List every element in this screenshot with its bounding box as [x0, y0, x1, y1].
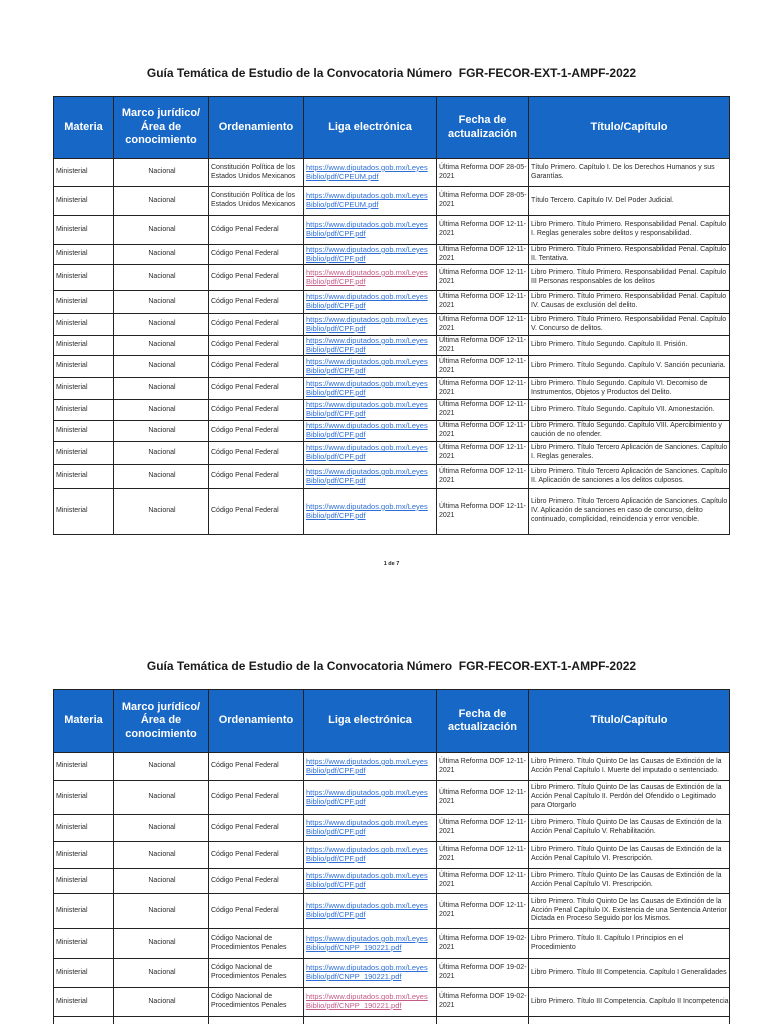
cell-liga-electronica — [304, 159, 437, 187]
cell-ordenamiento: Código Nacional de Procedimientos Penales — [209, 959, 304, 988]
cell-liga-electronica — [304, 291, 437, 314]
header-marco-juridico: Marco jurídico/Área de conocimiento — [114, 97, 209, 159]
table-row — [54, 314, 730, 336]
cell-fecha-actualizacion: Última Reforma DOF 12-11-2021 — [437, 753, 529, 781]
table-row — [54, 356, 730, 378]
cell-titulo-capitulo: Libro Primero. Título Quinto De las Causas de Extinción de la Acción Penal Capítulo II. Perdón del Ofendido o Legitimado para Otorgarlo — [529, 781, 730, 815]
law-pdf-link[interactable]: https://www.diputados.gob.mx/LeyesBiblio/pdf/CPF.pdf — [306, 378, 428, 397]
cell-liga-electronica — [304, 442, 437, 465]
cell-ordenamiento: Código Penal Federal — [209, 781, 304, 815]
cell-titulo-capitulo: Libro Primero. Título Segundo. Capítulo VIII. Apercibimiento y caución de no ofender. — [529, 421, 730, 442]
cell-titulo-capitulo: Libro Primero. Título Segundo. Capítulo VI. Decomiso de Instrumentos, Objetos y Productos del Delito. — [529, 378, 730, 400]
cell-marco-juridico: Nacional — [114, 378, 209, 400]
cell-materia: Ministerial — [54, 421, 114, 442]
law-pdf-link[interactable]: https://www.diputados.gob.mx/LeyesBiblio/pdf/CPF.pdf — [306, 901, 428, 919]
table-header-row — [54, 97, 730, 159]
cell-titulo-capitulo: Libro Primero. Título Quinto De las Causas de Extinción de la Acción Penal Capítulo I. Muerte del imputado o sentenciado. — [529, 753, 730, 781]
cell-empty — [529, 1017, 730, 1024]
cell-titulo-capitulo: Libro Primero. Título III Competencia. Capítulo I Generalidades — [529, 959, 730, 988]
table-row — [54, 442, 730, 465]
table-row-partial — [54, 1017, 730, 1024]
cell-titulo-capitulo: Libro Primero. Título Primero. Responsabilidad Penal. Capítulo III Personas responsables de los delitos — [529, 265, 730, 291]
cell-ordenamiento: Código Penal Federal — [209, 465, 304, 489]
cell-ordenamiento: Código Penal Federal — [209, 291, 304, 314]
cell-liga-electronica — [304, 216, 437, 245]
header-fecha-actualizacion: Fecha de actualización — [437, 97, 529, 159]
law-pdf-link[interactable]: https://www.diputados.gob.mx/LeyesBiblio/pdf/CPF.pdf — [306, 443, 428, 461]
cell-fecha-actualizacion: Última Reforma DOF 12-11-2021 — [437, 336, 529, 356]
cell-marco-juridico: Nacional — [114, 400, 209, 421]
cell-fecha-actualizacion: Última Reforma DOF 12-11-2021 — [437, 465, 529, 489]
document-title: Guía Temática de Estudio de la Convocatoria Número FGR-FECOR-EXT-1-AMPF-2022 — [146, 66, 637, 80]
table-row — [54, 336, 730, 356]
header-materia: Materia — [54, 690, 114, 753]
cell-empty — [114, 1017, 209, 1024]
cell-ordenamiento: Código Nacional de Procedimientos Penales — [209, 929, 304, 959]
cell-marco-juridico: Nacional — [114, 336, 209, 356]
cell-empty — [209, 1017, 304, 1024]
cell-ordenamiento: Código Penal Federal — [209, 265, 304, 291]
cell-fecha-actualizacion: Última Reforma DOF 12-11-2021 — [437, 291, 529, 314]
law-pdf-link[interactable]: https://www.diputados.gob.mx/LeyesBiblio/pdf/CPF.pdf — [306, 501, 428, 520]
table-row — [54, 842, 730, 869]
cell-liga-electronica — [304, 245, 437, 265]
header-liga-electronica: Liga electrónica — [304, 690, 437, 753]
cell-ordenamiento: Código Penal Federal — [209, 421, 304, 442]
law-pdf-link[interactable]: https://www.diputados.gob.mx/LeyesBiblio/pdf/CPF.pdf — [306, 845, 428, 863]
header-liga-electronica: Liga electrónica — [304, 97, 437, 159]
cell-materia: Ministerial — [54, 781, 114, 815]
cell-materia: Ministerial — [54, 291, 114, 314]
cell-ordenamiento: Código Penal Federal — [209, 489, 304, 535]
law-pdf-link[interactable]: https://www.diputados.gob.mx/LeyesBiblio/pdf/CPF.pdf — [306, 818, 428, 836]
cell-ordenamiento: Código Penal Federal — [209, 442, 304, 465]
cell-liga-electronica — [304, 400, 437, 421]
cell-titulo-capitulo: Título Primero. Capítulo I. De los Derechos Humanos y sus Garantías. — [529, 159, 730, 187]
cell-marco-juridico: Nacional — [114, 291, 209, 314]
table-row — [54, 815, 730, 842]
cell-materia: Ministerial — [54, 869, 114, 894]
cell-ordenamiento: Código Penal Federal — [209, 894, 304, 929]
header-marco-juridico: Marco jurídico/Área de conocimiento — [114, 690, 209, 753]
cell-titulo-capitulo: Libro Primero. Título Primero. Responsabilidad Penal. Capítulo IV. Causas de exclusión del delito. — [529, 291, 730, 314]
table-body — [54, 159, 730, 535]
cell-materia: Ministerial — [54, 929, 114, 959]
cell-titulo-capitulo: Libro Primero. Título III Competencia. Capítulo II Incompetencia — [529, 988, 730, 1017]
cell-fecha-actualizacion: Última Reforma DOF 12-11-2021 — [437, 489, 529, 535]
table-row — [54, 216, 730, 245]
law-pdf-link[interactable]: https://www.diputados.gob.mx/LeyesBiblio/pdf/CPF.pdf — [306, 421, 428, 439]
table-row — [54, 753, 730, 781]
cell-marco-juridico: Nacional — [114, 959, 209, 988]
cell-liga-electronica — [304, 753, 437, 781]
cell-ordenamiento: Código Penal Federal — [209, 815, 304, 842]
cell-titulo-capitulo: Libro Primero. Título Segundo. Capítulo V. Sanción pecuniaria. — [529, 356, 730, 378]
cell-titulo-capitulo: Libro Primero. Título Quinto De las Causas de Extinción de la Acción Penal Capítulo IX. Existencia de una Sentencia Anterior Dictada en Proceso Seguido por los Mismos. — [529, 894, 730, 929]
cell-materia: Ministerial — [54, 265, 114, 291]
header-titulo-capitulo: Título/Capítulo — [529, 97, 730, 159]
law-pdf-link[interactable]: https://www.diputados.gob.mx/LeyesBiblio/pdf/CPF.pdf — [306, 335, 428, 354]
cell-liga-electronica — [304, 336, 437, 356]
cell-marco-juridico: Nacional — [114, 314, 209, 336]
cell-fecha-actualizacion: Última Reforma DOF 19-02-2021 — [437, 988, 529, 1017]
table-row — [54, 781, 730, 815]
cell-liga-electronica — [304, 815, 437, 842]
cell-materia: Ministerial — [54, 336, 114, 356]
table-row — [54, 245, 730, 265]
cell-marco-juridico: Nacional — [114, 753, 209, 781]
table-row — [54, 959, 730, 988]
cell-ordenamiento: Código Penal Federal — [209, 245, 304, 265]
cell-fecha-actualizacion: Última Reforma DOF 12-11-2021 — [437, 815, 529, 842]
table-row — [54, 929, 730, 959]
cell-titulo-capitulo: Libro Primero. Título Quinto De las Causas de Extinción de la Acción Penal Capítulo V. Rehabilitación. — [529, 815, 730, 842]
cell-ordenamiento: Código Penal Federal — [209, 869, 304, 894]
cell-ordenamiento: Código Penal Federal — [209, 753, 304, 781]
header-ordenamiento: Ordenamiento — [209, 690, 304, 753]
cell-titulo-capitulo: Libro Primero. Título Tercero Aplicación de Sanciones. Capítulo IV. Aplicación de sanciones en caso de concurso, delito continuado, complicidad, reincidencia y error vencible. — [529, 489, 730, 535]
table-row — [54, 421, 730, 442]
law-pdf-link[interactable]: https://www.diputados.gob.mx/LeyesBiblio/pdf/CNPP_190221.pdf — [306, 933, 428, 952]
cell-titulo-capitulo: Libro Primero. Título Tercero Aplicación de Sanciones. Capítulo II. Aplicación de sanciones a los delitos culposos. — [529, 465, 730, 489]
cell-materia: Ministerial — [54, 894, 114, 929]
cell-materia: Ministerial — [54, 187, 114, 216]
cell-marco-juridico: Nacional — [114, 245, 209, 265]
cell-marco-juridico: Nacional — [114, 159, 209, 187]
header-ordenamiento: Ordenamiento — [209, 97, 304, 159]
cell-marco-juridico: Nacional — [114, 265, 209, 291]
law-pdf-link[interactable]: https://www.diputados.gob.mx/LeyesBiblio/pdf/CPF.pdf — [306, 356, 428, 375]
cell-marco-juridico: Nacional — [114, 781, 209, 815]
cell-titulo-capitulo: Título Tercero. Capítulo IV. Del Poder Judicial. — [529, 187, 730, 216]
cell-materia: Ministerial — [54, 753, 114, 781]
cell-marco-juridico: Nacional — [114, 815, 209, 842]
cell-liga-electronica — [304, 489, 437, 535]
law-pdf-link[interactable]: https://www.diputados.gob.mx/LeyesBiblio/pdf/CPF.pdf — [306, 267, 428, 286]
header-materia: Materia — [54, 97, 114, 159]
table-row — [54, 265, 730, 291]
cell-liga-electronica — [304, 842, 437, 869]
cell-liga-electronica — [304, 465, 437, 489]
cell-titulo-capitulo: Libro Primero. Título Segundo. Capítulo VII. Amonestación. — [529, 400, 730, 421]
cell-titulo-capitulo: Libro Primero. Título Primero. Responsabilidad Penal. Capítulo I. Reglas generales sobre delitos y responsabilidad. — [529, 216, 730, 245]
cell-marco-juridico: Nacional — [114, 465, 209, 489]
cell-empty — [437, 1017, 529, 1024]
cell-liga-electronica — [304, 929, 437, 959]
cell-ordenamiento: Código Penal Federal — [209, 336, 304, 356]
table-row — [54, 187, 730, 216]
law-pdf-link[interactable]: https://www.diputados.gob.mx/LeyesBiblio/pdf/CPF.pdf — [306, 244, 428, 263]
cell-titulo-capitulo: Libro Primero. Título Quinto De las Causas de Extinción de la Acción Penal Capítulo VI. Prescripción. — [529, 869, 730, 894]
cell-fecha-actualizacion: Última Reforma DOF 12-11-2021 — [437, 245, 529, 265]
cell-fecha-actualizacion: Última Reforma DOF 28-05-2021 — [437, 159, 529, 187]
cell-fecha-actualizacion: Última Reforma DOF 12-11-2021 — [437, 314, 529, 336]
cell-liga-electronica — [304, 314, 437, 336]
cell-materia: Ministerial — [54, 245, 114, 265]
cell-fecha-actualizacion: Última Reforma DOF 12-11-2021 — [437, 869, 529, 894]
cell-fecha-actualizacion: Última Reforma DOF 12-11-2021 — [437, 781, 529, 815]
cell-materia: Ministerial — [54, 465, 114, 489]
cell-liga-electronica — [304, 894, 437, 929]
cell-marco-juridico: Nacional — [114, 894, 209, 929]
cell-ordenamiento: Código Penal Federal — [209, 400, 304, 421]
table-row — [54, 489, 730, 535]
cell-marco-juridico: Nacional — [114, 187, 209, 216]
law-pdf-link[interactable]: https://www.diputados.gob.mx/LeyesBiblio/pdf/CPF.pdf — [306, 466, 428, 485]
cell-materia: Ministerial — [54, 842, 114, 869]
cell-fecha-actualizacion: Última Reforma DOF 19-02-2021 — [437, 959, 529, 988]
table-header-row — [54, 690, 730, 753]
cell-fecha-actualizacion: Última Reforma DOF 12-11-2021 — [437, 400, 529, 421]
study-guide-table-page-2 — [53, 689, 730, 1024]
cell-marco-juridico: Nacional — [114, 421, 209, 442]
cell-marco-juridico: Nacional — [114, 929, 209, 959]
cell-ordenamiento: Código Penal Federal — [209, 842, 304, 869]
table-row — [54, 159, 730, 187]
study-guide-table-page-1 — [53, 96, 730, 535]
cell-titulo-capitulo: Libro Primero. Título Quinto De las Causas de Extinción de la Acción Penal Capítulo VI. Prescripción. — [529, 842, 730, 869]
cell-materia: Ministerial — [54, 216, 114, 245]
cell-fecha-actualizacion: Última Reforma DOF 12-11-2021 — [437, 842, 529, 869]
cell-empty — [304, 1017, 437, 1024]
law-pdf-link[interactable]: https://www.diputados.gob.mx/LeyesBiblio/pdf/CPF.pdf — [306, 314, 428, 333]
cell-marco-juridico: Nacional — [114, 988, 209, 1017]
law-pdf-link[interactable]: https://www.diputados.gob.mx/LeyesBiblio/pdf/CPF.pdf — [306, 400, 428, 418]
cell-fecha-actualizacion: Última Reforma DOF 12-11-2021 — [437, 442, 529, 465]
law-pdf-link[interactable]: https://www.diputados.gob.mx/LeyesBiblio/pdf/CPF.pdf — [306, 787, 428, 806]
header-titulo-capitulo: Título/Capítulo — [529, 690, 730, 753]
cell-ordenamiento: Constitución Política de los Estados Unidos Mexicanos — [209, 159, 304, 187]
cell-materia: Ministerial — [54, 400, 114, 421]
cell-materia: Ministerial — [54, 959, 114, 988]
page-number: 1 de 7 — [383, 561, 400, 567]
cell-liga-electronica — [304, 378, 437, 400]
cell-fecha-actualizacion: Última Reforma DOF 12-11-2021 — [437, 216, 529, 245]
cell-materia: Ministerial — [54, 356, 114, 378]
law-pdf-link[interactable]: https://www.diputados.gob.mx/LeyesBiblio/pdf/CPEUM.pdf — [306, 191, 428, 209]
cell-liga-electronica — [304, 988, 437, 1017]
cell-ordenamiento: Código Nacional de Procedimientos Penales — [209, 988, 304, 1017]
cell-materia: Ministerial — [54, 489, 114, 535]
cell-fecha-actualizacion: Última Reforma DOF 12-11-2021 — [437, 356, 529, 378]
cell-fecha-actualizacion: Última Reforma DOF 12-11-2021 — [437, 265, 529, 291]
cell-marco-juridico: Nacional — [114, 442, 209, 465]
cell-liga-electronica — [304, 781, 437, 815]
cell-fecha-actualizacion: Última Reforma DOF 19-02-2021 — [437, 929, 529, 959]
law-pdf-link[interactable]: https://www.diputados.gob.mx/LeyesBiblio/pdf/CPEUM.pdf — [306, 162, 428, 181]
header-fecha-actualizacion: Fecha de actualización — [437, 690, 529, 753]
cell-liga-electronica — [304, 356, 437, 378]
table-row — [54, 291, 730, 314]
cell-fecha-actualizacion: Última Reforma DOF 12-11-2021 — [437, 421, 529, 442]
table-row — [54, 465, 730, 489]
table-row — [54, 869, 730, 894]
cell-marco-juridico: Nacional — [114, 489, 209, 535]
cell-fecha-actualizacion: Última Reforma DOF 12-11-2021 — [437, 894, 529, 929]
cell-titulo-capitulo: Libro Primero. Título Tercero Aplicación de Sanciones. Capítulo I. Reglas generales. — [529, 442, 730, 465]
cell-ordenamiento: Código Penal Federal — [209, 314, 304, 336]
cell-fecha-actualizacion: Última Reforma DOF 28-05-2021 — [437, 187, 529, 216]
cell-ordenamiento: Código Penal Federal — [209, 216, 304, 245]
cell-liga-electronica — [304, 265, 437, 291]
cell-materia: Ministerial — [54, 988, 114, 1017]
cell-fecha-actualizacion: Última Reforma DOF 12-11-2021 — [437, 378, 529, 400]
law-pdf-link[interactable]: https://www.diputados.gob.mx/LeyesBiblio/pdf/CNPP_190221.pdf — [306, 992, 428, 1010]
law-pdf-link[interactable]: https://www.diputados.gob.mx/LeyesBiblio/pdf/CPF.pdf — [306, 871, 428, 889]
law-pdf-link[interactable]: https://www.diputados.gob.mx/LeyesBiblio/pdf/CPF.pdf — [306, 292, 428, 310]
cell-materia: Ministerial — [54, 159, 114, 187]
cell-ordenamiento: Código Penal Federal — [209, 378, 304, 400]
cell-liga-electronica — [304, 187, 437, 216]
cell-liga-electronica — [304, 421, 437, 442]
cell-titulo-capitulo: Libro Primero. Título II. Capítulo I Principios en el Procedimiento — [529, 929, 730, 959]
cell-materia: Ministerial — [54, 442, 114, 465]
cell-titulo-capitulo: Libro Primero. Título Primero. Responsabilidad Penal. Capítulo V. Concurso de delitos. — [529, 314, 730, 336]
cell-empty — [54, 1017, 114, 1024]
cell-materia: Ministerial — [54, 815, 114, 842]
document-title-page-2: Guía Temática de Estudio de la Convocatoria Número FGR-FECOR-EXT-1-AMPF-2022 — [146, 659, 637, 673]
cell-materia: Ministerial — [54, 378, 114, 400]
cell-marco-juridico: Nacional — [114, 842, 209, 869]
table-row — [54, 988, 730, 1017]
cell-ordenamiento: Constitución Política de los Estados Unidos Mexicanos — [209, 187, 304, 216]
cell-materia: Ministerial — [54, 314, 114, 336]
cell-titulo-capitulo: Libro Primero. Título Segundo. Capítulo II. Prisión. — [529, 336, 730, 356]
cell-ordenamiento: Código Penal Federal — [209, 356, 304, 378]
cell-marco-juridico: Nacional — [114, 356, 209, 378]
law-pdf-link[interactable]: https://www.diputados.gob.mx/LeyesBiblio/pdf/CNPP_190221.pdf — [306, 963, 428, 981]
cell-liga-electronica — [304, 959, 437, 988]
cell-marco-juridico: Nacional — [114, 216, 209, 245]
cell-marco-juridico: Nacional — [114, 869, 209, 894]
table-row — [54, 378, 730, 400]
table-body — [54, 753, 730, 1017]
law-pdf-link[interactable]: https://www.diputados.gob.mx/LeyesBiblio/pdf/CPF.pdf — [306, 756, 428, 775]
table-row — [54, 894, 730, 929]
cell-liga-electronica — [304, 869, 437, 894]
cell-titulo-capitulo: Libro Primero. Título Primero. Responsabilidad Penal. Capítulo II. Tentativa. — [529, 245, 730, 265]
table-row — [54, 400, 730, 421]
law-pdf-link[interactable]: https://www.diputados.gob.mx/LeyesBiblio/pdf/CPF.pdf — [306, 220, 428, 238]
